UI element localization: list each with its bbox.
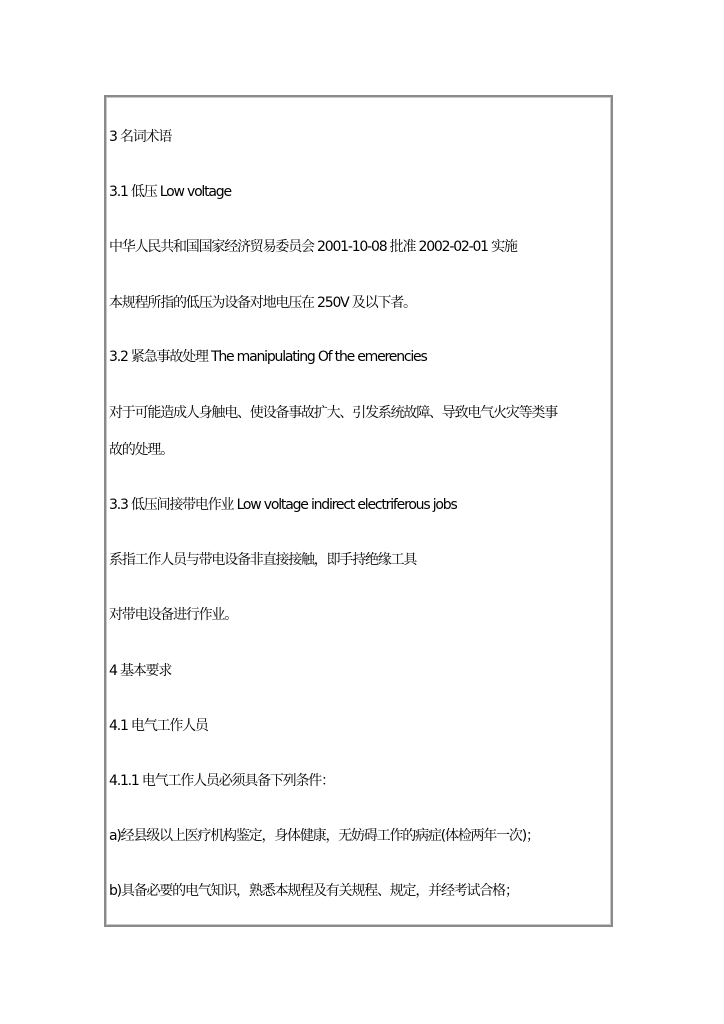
list-item-a: a)经县级以上医疗机构鉴定，身体健康，无妨碍工作的病症(体检两年一次)； [109,828,539,844]
subsection-heading-emergency: 3.2 紧急事故处理 The manipulating Of the emerencies [109,349,427,365]
subsection-heading-electrical-staff: 4.1 电气工作人员 [109,718,208,734]
paragraph-indirect-work-line-2: 对带电设备进行作业。 [109,607,237,623]
paragraph-emergency-line-2: 故的处理。 [109,442,173,458]
section-heading-basic-requirements: 4 基本要求 [109,663,172,679]
subsection-heading-indirect-work: 3.3 低压间接带电作业 Low voltage indirect electriferous jobs [109,497,457,513]
approval-line: 中华人民共和国国家经济贸易委员会 2001-10-08 批准 2002-02-01 实施 [109,239,517,255]
clause-heading-staff-conditions: 4.1.1 电气工作人员必须具备下列条件： [109,773,334,789]
paragraph-emergency-line-1: 对于可能造成人身触电、使设备事故扩大、引发系统故障、导致电气火灾等类事 [109,405,557,421]
paragraph-low-voltage-definition: 本规程所指的低压为设备对地电压在 250V 及以下者。 [109,295,416,311]
subsection-heading-low-voltage: 3.1 低压 Low voltage [109,184,231,200]
list-item-b: b)具备必要的电气知识，熟悉本规程及有关规程、规定，并经考试合格； [109,883,518,899]
document-frame [104,95,613,927]
section-heading-terms: 3 名词术语 [109,129,172,145]
paragraph-indirect-work-line-1: 系指工作人员与带电设备非直接接触，即手持绝缘工具 [109,552,417,568]
